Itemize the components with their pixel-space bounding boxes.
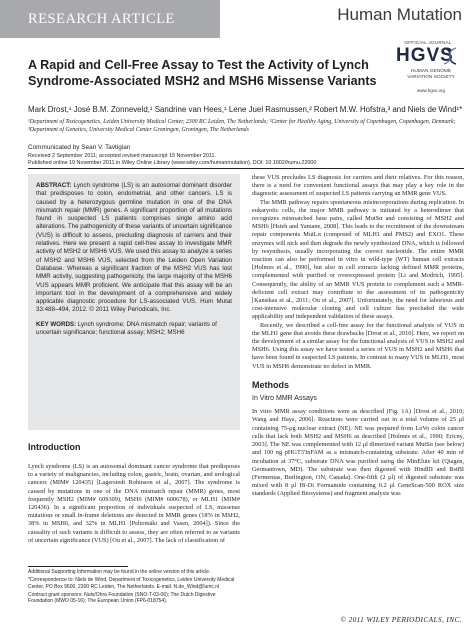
logo-line-1: HUMAN GENOME: [410, 69, 452, 74]
footnotes: [28, 569, 240, 606]
abstract-box: [28, 174, 240, 430]
journal-name: Human Mutation: [337, 5, 462, 24]
abstract-label: ABSTRACT:: [36, 182, 72, 189]
right-column: [252, 174, 464, 499]
methods-heading: Methods: [252, 379, 289, 390]
methods-subheading: In Vitro MMR Assays: [252, 395, 317, 403]
logo-official-text: OFFICIAL JOURNAL: [404, 40, 452, 45]
section-label: RESEARCH ARTICLE: [0, 0, 220, 38]
helix-icon: [440, 46, 460, 66]
abstract-citation: Hum Mutat 33:488–494, 2012. © 2011 Wiley Periodicals, Inc.: [36, 298, 232, 314]
article-title: A Rapid and Cell-Free Assay to Test the Activity of Lynch Syndrome-Associated MSH2 and MSH6 Missense Variants: [28, 58, 377, 88]
header-rule: [28, 168, 464, 169]
author-list: Mark Drost,¹ José B.M. Zonneveld,¹ Sandrine van Hees,¹ Lene Juel Rasmussen,² Robert M.W. Hofstra,³ and Niels de Wind¹*: [28, 105, 463, 114]
top-bar: [0, 0, 474, 38]
introduction-heading: Introduction: [28, 442, 81, 452]
abstract-paragraph: [36, 182, 232, 315]
keywords: [36, 321, 232, 338]
received-date: Received 2 September 2011; accepted revised manuscript 15 November 2011.: [28, 153, 216, 159]
abstract-text: Lynch syndrome (LS) is an autosomal dominant disorder that predisposes to colon, endometrial, and other cancers. LS is caused by a heterozygous germline mutation in one of the DNA mismatch repair (MMR) genes. A significant proportion of all mutations found in suspected LS patients comprises single amino acid alterations. The pathogenicity of these variants of uncertain significance (VUS) is difficult to assess, precluding diagnosis of carriers and their relatives. Here we present a rapid cell-free assay to investigate MMR activity of MSH2 or MSH6 VUS. We used this assay to analyze a series of MSH2 and MSH6 VUS, selected from the Leiden Open Variation Database. Whereas a significant fraction of the MSH2 VUS has lost MMR activity, suggesting pathogenicity, the large majority of the MSH6 VUS appears MMR proficient. We anticipate that this assay will be an important tool in the development of a comprehensive and widely applicable diagnostic procedure for LS-associated VUS.: [36, 182, 232, 306]
logo-wordmark: HGVS: [396, 45, 454, 66]
footnote-rule: [28, 566, 128, 567]
keywords-text: Lynch syndrome; DNA mismatch repair; variants of uncertain significance; functional assay; MSH2; MSH6: [36, 320, 217, 337]
keywords-label: KEY WORDS:: [36, 320, 77, 328]
right-paragraph-3: Recently, we described a cell-free assay for the functional analysis of VUS in the MLH1 gene that avoids these drawbacks [Drost et al., 2010]. Here, we report on the development of a similar assay for the functional analysis of VUS in MSH2 and MSH6. Using this assay we have tested a series of VUS in MSH2 and MSH6 that have been found in suspected LS patients. In contrast to many VUS in MLH1, most VUS in MSH6 demonstrate no defect in MMR.: [252, 321, 464, 370]
footnote-correspondence: *Correspondence to: Niels de Wind, Department of Toxicogenetics, Leiden University Medical Center, PO Box 9600, 2300 RC Leiden, The Netherlands. E-mail: N.de_Wind@lumc.nl: [28, 577, 235, 590]
dates-block: [28, 153, 464, 167]
published-info: Published online 19 November 2011 in Wiley Online Library (www.wiley.com/humanmutation). DOI: 10.1002/humu.22000: [28, 160, 317, 166]
footnote-additional: Additional Supporting Information may be found in the online version of this article.: [28, 569, 211, 575]
right-paragraph-1: these VUS precludes LS diagnosis for carriers and their relatives. For this reason, there is a need for convenient functional assays that may play a key role in the diagnostic assessment of suspected LS patients carrying an MMR gene VUS.: [252, 174, 464, 198]
right-paragraph-2: The MMR pathway repairs spontaneous misincorporations during replication. In eukaryotic cells, the major MMR pathway is initiated by a heterodimer that recognizes mismatched base pairs, called MutSα and consisting of MSH2 and MSH6 [Hsieh and Yamane, 2008]. This leads to the recruitment of the downstream repair components MutLα (composed of MLH1 and PMS2) and EXO1. These enzymes will nick and then degrade the newly synthesized DNA, which is followed by resynthesis, usually incorporating the correct nucleotide. The entire MMR reaction can also be performed in vitro in wild-type (WT) human cell extracts [Holmes et al., 1990], but also in cell extracts lacking defined MMR proteins, complemented with purified or overexpressed protein [Li and Modrich, 1995]. Consequently, the ability of an MMR VUS protein to complement such a MMR-deficient cell extract may contribute to the assessment of its pathogenicity [Kansikas et al., 2011; Ou et al., 2007]. Unfortunately, the need for laborious and cost-intensive molecular cloning and cell culture has precluded the wide applicability and independent validation of these assays.: [252, 198, 464, 321]
communicated-by: Communicated by Sean V. Tavtigian: [28, 144, 131, 151]
footnote-grants: Contract grant sponsors: Nuts/Ohra Foundation (SNO-T-03-06); The Dutch Digestive Foundation (MWO 05-16); The European Union (FP6-018754).: [28, 591, 216, 605]
affiliations: ¹Department of Toxicogenetics, Leiden University Medical Center, 2300 RC Leiden, The Netherlands; ²Center for Healthy Aging, University of Copenhagen, Copenhagen, Denmark; ³Department of Genetics, University Medical Center Groningen, Groningen, The Netherlands: [28, 119, 456, 133]
logo-line-2: VARIATION SOCIETY: [407, 75, 455, 80]
logo-site: www.hgvs.org: [416, 88, 445, 93]
copyright: © 2011 WILEY PERIODICALS, INC.: [340, 615, 462, 624]
introduction-text: Lynch syndrome (LS) is an autosomal dominant cancer syndrome that predisposes to a variety of malignancies, including colon, gastric, brain, ovarian, and urological cancers (MIM# 120435) [Lagerstedt Robinson et al., 2007]. The syndrome is caused by mutations in one of the DNA mismatch repair (MMR) genes, most frequently MSH2 (MIM# 609309), MSH6 (MIM# 600678), or MLH1 (MIM# 120436). In a significant proportion of individuals suspected of LS, missense mutations or small in-frame deletions are detected in MMR genes (18% in MSH2, 38% in MSH6, and 32% in MLH1 [Peltomäki and Vasen, 2004]). Since the causality of such variants is difficult to assess, they are often referred to as variants of uncertain significance (VUS) [Ou et al., 2007]. The lack of classification of: [28, 463, 240, 544]
right-paragraph-4: In vitro MMR assay conditions were as described (Fig. 1A) [Drost et al., 2010; Wang and Hays, 2006]. Reactions were carried out in a total volume of 25 μl containing 75-μg nuclear extract (NE). NE was prepared from LoVo colon cancer cells that lack both MSH2 and MSH6 as described [Holmes et al., 1990; Ericny, 2003]. The NE was complemented with 12 μl dimerized variant MutSα (see below) and 100 ng pHGT3'InFAM as a mismatch-containing substrate. After 40 min of incubation at 37°C, substrate DNA was purified using the MinElute kit (Qiagen, Germantown, MD). The substrate was then digested with HindIII and BstBI (Fermentas, Burlington, ON, Canada). One-fifth (2 μl) of digested substrate was mixed with 8 μl Hi-Di Formamide containing 0.2 μl GeneScan-500 ROX size standards (Applied Biosystems) and fragment analysis was: [252, 408, 464, 498]
hgvs-logo: [392, 40, 464, 100]
